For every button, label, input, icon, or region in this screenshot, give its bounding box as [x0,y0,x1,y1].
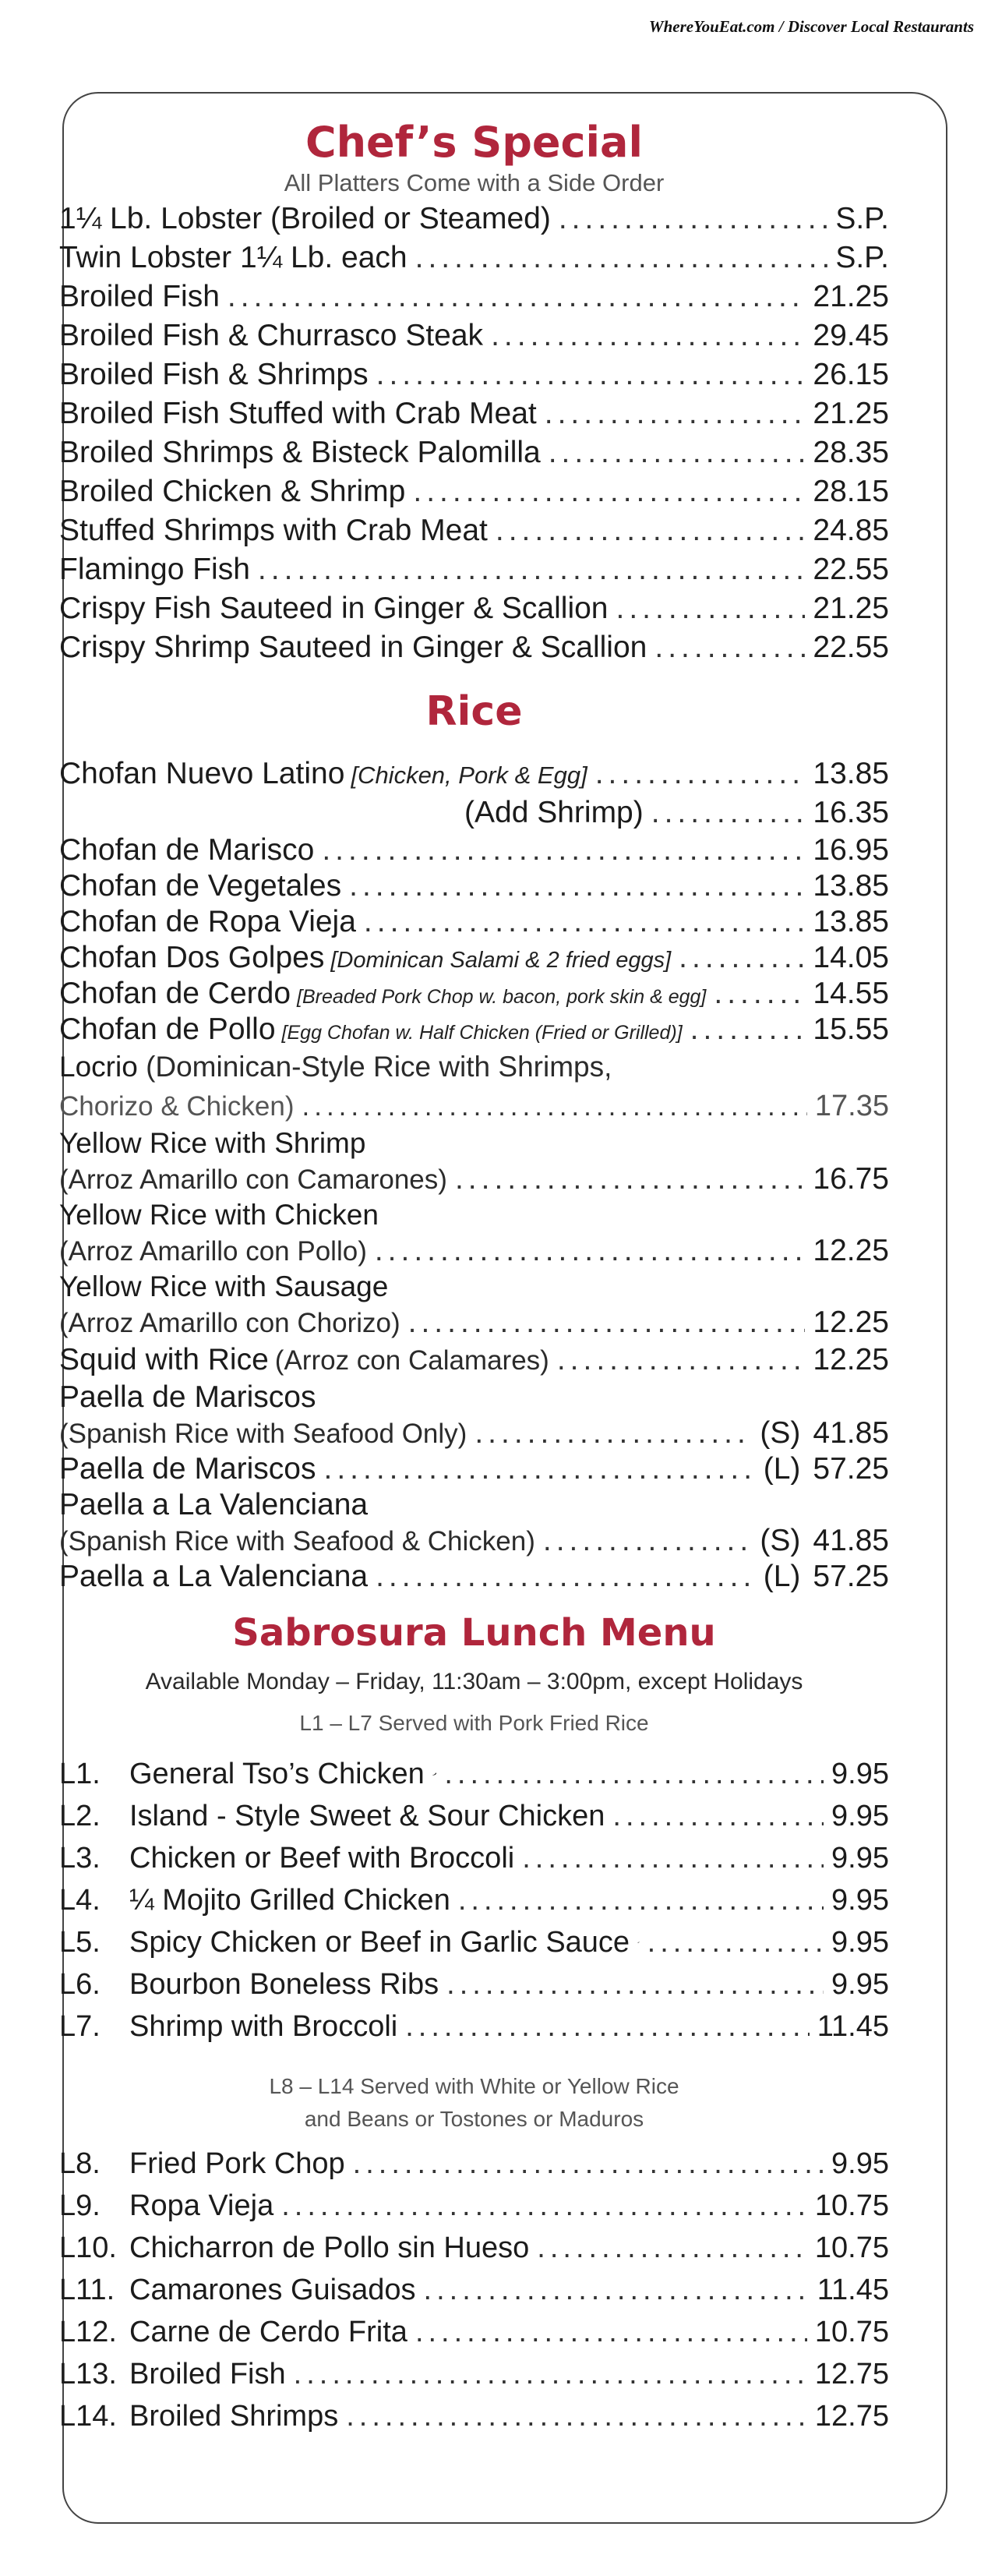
leader-dots [228,277,805,316]
menu-item [59,316,889,355]
item-name: Paella a La Valenciana [59,1560,369,1593]
leader-dots [376,1559,756,1595]
leader-dots [679,940,805,976]
item-name: Flamingo Fish [59,553,250,586]
item-size: (L) [763,1560,801,1593]
item-price: 41.85 [813,1416,889,1450]
item-name: Crispy Shrimp Sauteed in Ginger & Scallion [59,631,647,664]
paella-list [59,1380,889,1595]
item-name: Broiled Chicken & Shrimp [59,475,406,508]
item-price: 21.25 [813,397,889,430]
lunch-title: Sabrosura Lunch Menu [232,1611,716,1655]
item-name: Broiled Fish & Churrasco Steak [59,319,484,352]
item-name: Broiled Shrimps [129,2400,339,2433]
item-price: 22.55 [813,553,889,586]
menu-item [59,277,889,316]
leader-dots [294,2353,807,2395]
item-name: Chofan de Pollo [59,1012,276,1046]
rice-title: Rice [425,688,523,735]
leader-dots [491,316,805,355]
leader-dots [323,1451,755,1487]
item-price: 10.75 [814,2231,889,2264]
lunch-group1-note: L1 – L7 Served with Pork Fried Rice [299,1711,649,1735]
item-name: Twin Lobster 1¼ Lb. each [59,241,408,274]
menu-item [59,904,889,940]
item-desc: (Spanish Rice with Seafood & Chicken) [59,1526,535,1557]
item-price: 21.25 [813,592,889,625]
lunch-item [59,1921,889,1963]
lunch-item [59,1795,889,1837]
item-name: Squid with Rice [59,1343,269,1376]
item-price: 9.95 [831,1926,889,1959]
item-price: 9.95 [831,1842,889,1875]
item-price: 22.55 [813,631,889,664]
item-code: L14. [59,2400,117,2433]
item-price: 16.75 [813,1162,889,1196]
leader-dots [281,2185,807,2227]
item-name: Broiled Fish Stuffed with Crab Meat [59,397,537,430]
menu-item [59,1161,889,1197]
menu-item [59,868,889,904]
item-name: Paella de Mariscos [59,1380,316,1414]
menu-item [59,1305,889,1341]
item-code: L8. [59,2147,101,2180]
leader-dots [714,976,805,1012]
item-name: Chofan de Ropa Vieja [59,905,356,938]
item-code: L2. [59,1800,101,1832]
item-code: L5. [59,1926,101,1959]
menu-item [59,793,889,832]
item-name: 1¼ Lb. Lobster (Broiled or Steamed) [59,202,551,235]
item-desc: (Arroz Amarillo con Camarones) [59,1164,447,1195]
menu-item [59,1233,889,1269]
leader-dots [302,1087,807,1126]
leader-dots [522,1837,824,1879]
item-price: S.P. [835,202,889,235]
item-price: 13.85 [813,757,889,790]
item-name: Bourbon Boneless Ribs [129,1968,439,2001]
leader-dots [364,904,805,940]
menu-item [59,511,889,550]
item-name: Broiled Fish [59,280,220,313]
item-name: Broiled Fish [129,2358,286,2390]
item-note: [Chicken, Pork & Egg] [351,761,587,789]
item-price: 21.25 [813,280,889,313]
item-name: ¼ Mojito Grilled Chicken [129,1884,450,1917]
leader-dots [376,355,806,394]
item-name: Stuffed Shrimps with Crab Meat [59,514,488,547]
menu-item [59,1087,889,1125]
item-size: (S) [760,1524,801,1557]
chefs-special-list [59,200,889,667]
leader-dots [475,1415,752,1451]
item-name: Chofan de Marisco [59,833,315,867]
menu-item [59,394,889,433]
chofan-list [59,832,889,1048]
item-code: L10. [59,2231,117,2264]
chefs-special-section [59,117,889,667]
item-code: L7. [59,2010,101,2043]
item-name: Yellow Rice with Shrimp [59,1127,366,1159]
item-note: [Dominican Salami & 2 fried eggs] [330,948,672,973]
lunch-group1-list [59,1753,889,2048]
menu-item [59,1048,889,1087]
lunch-item [59,2353,889,2395]
leader-dots [415,2311,807,2353]
item-note: [Breaded Pork Chop w. bacon, pork skin & egg] [297,986,707,1008]
leader-dots [415,239,828,277]
lunch-group2-note-1: L8 – L14 Served with White or Yellow Rice [269,2074,679,2098]
item-price: 17.35 [814,1090,889,1122]
item-price: 9.95 [831,1758,889,1790]
lunch-item [59,1753,889,1795]
leader-dots [537,2227,807,2269]
leader-dots [496,511,806,550]
lunch-item [59,2185,889,2227]
item-desc: (Dominican-Style Rice with Shrimps, [146,1051,612,1083]
item-price: 10.75 [814,2316,889,2348]
item-price: 13.85 [813,905,889,938]
hot-pepper-icon [637,1933,640,1952]
leader-dots [375,1233,806,1269]
leader-dots [647,1921,824,1963]
leader-dots [405,2005,810,2048]
item-code: L9. [59,2189,101,2222]
leader-dots [408,1305,806,1341]
item-desc: (Arroz Amarillo con Chorizo) [59,1308,400,1338]
item-price: 9.95 [831,2147,889,2180]
item-code: L6. [59,1968,101,2001]
menu-item [59,1523,889,1559]
leader-dots [616,589,806,628]
lunch-item [59,2143,889,2185]
leader-dots [413,472,805,511]
item-name: Chicken or Beef with Broccoli [129,1842,515,1875]
yellow-rice-list [59,1125,889,1341]
rice-section [59,686,889,1595]
leader-dots [612,1795,824,1837]
menu-item [59,589,889,628]
item-name: Yellow Rice with Sausage [59,1270,389,1302]
leader-dots [559,200,827,239]
chefs-special-subtitle: All Platters Come with a Side Order [284,169,665,196]
menu-item [59,1415,889,1451]
leader-dots [651,793,806,832]
menu-item [59,1341,889,1380]
item-price: 16.35 [813,796,889,829]
menu-item [59,433,889,472]
item-price: 14.05 [813,941,889,974]
menu-item [59,1451,889,1487]
menu-item [59,472,889,511]
item-price: 26.15 [813,358,889,391]
item-name: Paella a La Valenciana [59,1488,369,1521]
leader-dots [424,2269,810,2311]
item-price: 13.85 [813,869,889,903]
leader-dots [346,2395,807,2437]
item-name: Yellow Rice with Chicken [59,1199,379,1231]
item-name: Island - Style Sweet & Sour Chicken [129,1800,605,1832]
item-price: 41.85 [813,1524,889,1557]
leader-dots [322,832,805,868]
lunch-item [59,1879,889,1921]
item-note: [Egg Chofan w. Half Chicken (Fried or Grilled)] [281,1022,683,1044]
item-code: L12. [59,2316,117,2348]
item-name: Chofan de Vegetales [59,869,342,903]
lunch-item [59,2311,889,2353]
leader-dots [455,1161,805,1197]
item-name: Chicharron de Pollo sin Hueso [129,2231,530,2264]
leader-dots [557,1341,806,1380]
item-price: 14.55 [813,977,889,1010]
item-name: Paella de Mariscos [59,1452,316,1486]
leader-dots [446,1963,824,2005]
item-name: Chofan Nuevo Latino [59,757,345,790]
item-price: 12.25 [813,1343,889,1376]
item-desc: (Spanish Rice with Seafood Only) [59,1419,467,1449]
item-desc: Chorizo & Chicken) [59,1091,295,1122]
item-price: 10.75 [814,2189,889,2222]
leader-dots [258,550,805,589]
menu-item [59,940,889,976]
lunch-item [59,2005,889,2048]
item-name: Broiled Fish & Shrimps [59,358,369,391]
item-price: 28.15 [813,475,889,508]
lunch-item [59,2227,889,2269]
item-price: 16.95 [813,833,889,867]
menu-item [59,976,889,1012]
item-price: 12.75 [814,2400,889,2433]
lunch-item [59,2395,889,2437]
menu-item [59,355,889,394]
lunch-section [59,1610,889,2437]
menu-item [59,550,889,589]
lunch-item [59,2269,889,2311]
item-price: 29.45 [813,319,889,352]
item-name: Chofan Dos Golpes [59,941,325,974]
hot-pepper-icon [432,1765,437,1783]
menu-item [59,200,889,239]
leader-dots [353,2143,824,2185]
item-price: 57.25 [813,1452,889,1486]
item-size: (L) [763,1452,801,1486]
leader-dots [545,394,806,433]
item-price: 12.25 [813,1306,889,1339]
item-size: (S) [760,1416,801,1450]
leader-dots [690,1012,806,1048]
item-name: Camarones Guisados [129,2274,416,2306]
item-code: L3. [59,1842,101,1875]
item-price: 57.25 [813,1560,889,1593]
item-name: Carne de Cerdo Frita [129,2316,408,2348]
item-name: Chofan de Cerdo [59,977,291,1010]
item-price: 11.45 [817,2274,889,2306]
item-price: 28.35 [813,436,889,469]
item-price: 9.95 [831,1968,889,2001]
lunch-group2-list [59,2143,889,2437]
leader-dots [543,1523,753,1559]
item-name: Shrimp with Broccoli [129,2010,398,2043]
item-price: 11.45 [817,2010,889,2043]
item-code: L11. [59,2274,115,2306]
menu-item [59,239,889,277]
lunch-item [59,1837,889,1879]
item-desc: (Arroz Amarillo con Pollo) [59,1236,367,1267]
item-price: 15.55 [813,1012,889,1046]
item-price: S.P. [835,241,889,274]
item-code: L1. [59,1758,101,1790]
leader-dots [549,433,806,472]
item-addon: (Add Shrimp) [464,796,644,829]
item-price: 9.95 [831,1884,889,1917]
leader-dots [458,1879,824,1921]
lunch-item [59,1963,889,2005]
item-name: Locrio [59,1051,138,1083]
leader-dots [595,754,806,793]
item-price: 9.95 [831,1800,889,1832]
lunch-availability: Available Monday – Friday, 11:30am – 3:00pm, except Holidays [145,1669,803,1694]
leader-dots [654,628,805,667]
menu-item [59,1559,889,1595]
site-header[interactable]: WhereYouEat.com / Discover Local Restaurants [648,17,974,36]
item-desc: (Arroz con Calamares) [274,1345,549,1376]
item-price: 12.75 [814,2358,889,2390]
item-price: 24.85 [813,514,889,547]
menu-item [59,754,889,793]
leader-dots [349,868,805,904]
item-name: General Tso’s Chicken [129,1758,425,1790]
item-code: L4. [59,1884,101,1917]
item-name: Spicy Chicken or Beef in Garlic Sauce [129,1926,630,1959]
chefs-special-title: Chef’s Special [305,118,643,167]
menu-item [59,628,889,667]
item-name: Crispy Fish Sauteed in Ginger & Scallion [59,592,609,625]
item-name: Broiled Shrimps & Bisteck Palomilla [59,436,541,469]
lunch-group2-note-2: and Beans or Tostones or Maduros [304,2107,644,2131]
item-code: L13. [59,2358,117,2390]
item-name: Ropa Vieja [129,2189,274,2222]
menu-item [59,832,889,868]
leader-dots [444,1753,824,1795]
item-price: 12.25 [813,1234,889,1267]
menu-item [59,1012,889,1048]
item-name: Fried Pork Chop [129,2147,345,2180]
